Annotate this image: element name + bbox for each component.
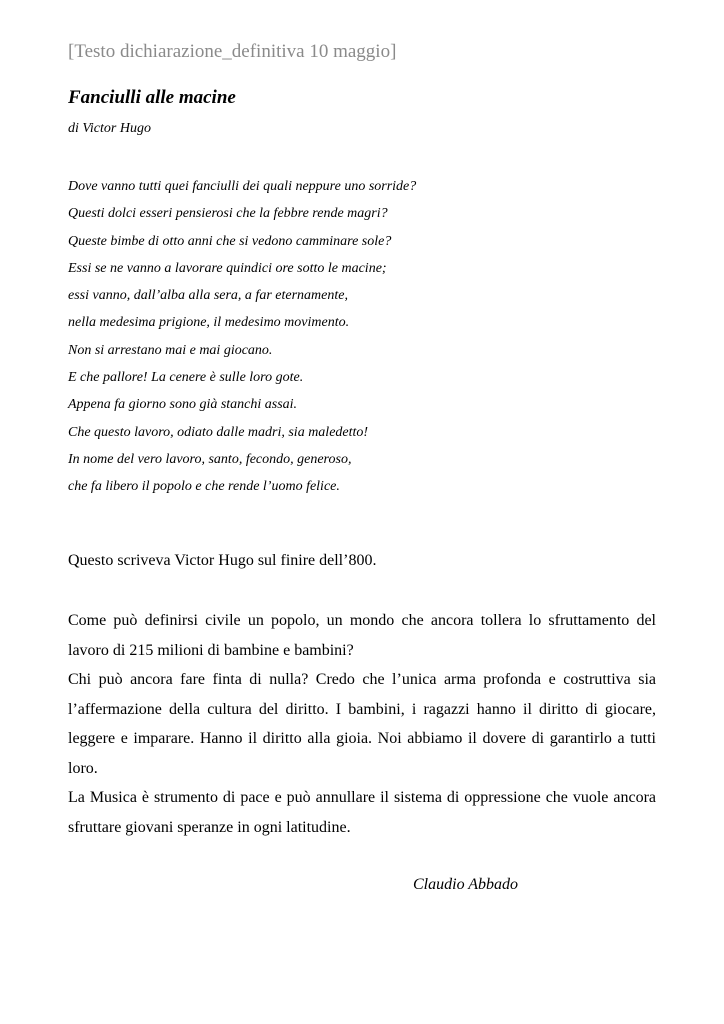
poem-verses bbox=[68, 173, 416, 501]
signature: Claudio Abbado bbox=[413, 876, 519, 893]
poem-line: Appena fa giorno sono già stanchi assai. bbox=[68, 397, 298, 413]
header-note: [Testo dichiarazione_definitiva 10 maggio] bbox=[68, 41, 397, 62]
poem-line: Essi se ne vanno a lavorare quindici ore sotto le macine; bbox=[68, 260, 387, 276]
poem-author: di Victor Hugo bbox=[68, 121, 151, 136]
paragraph: Chi può ancora fare finta di nulla? Credo che l’unica arma profonda e costruttiva sia l’affermazione della cultura del diritto. I bambini, i ragazzi hanno il diritto di giocare, leggere e imparare. Hanno il diritto alla gioia. Noi abbiamo il dovere di garantirlo a tutti loro. bbox=[68, 671, 656, 777]
poem-line: Non si arrestano mai e mai giocano. bbox=[68, 342, 273, 358]
paragraph: La Musica è strumento di pace e può annullare il sistema di oppressione che vuole ancora sfruttare giovani speranze in ogni latitudine. bbox=[68, 789, 656, 836]
poem-line: essi vanno, dall’alba alla sera, a far eternamente, bbox=[68, 288, 348, 304]
statement-body bbox=[68, 606, 656, 842]
poem-line: In nome del vero lavoro, santo, fecondo, generoso, bbox=[68, 451, 352, 467]
poem-line: Dove vanno tutti quei fanciulli dei quali neppure uno sorride? bbox=[68, 179, 417, 194]
poem-line: Che questo lavoro, odiato dalle madri, sia maledetto! bbox=[68, 424, 369, 440]
poem-line: che fa libero il popolo e che rende l’uomo felice. bbox=[68, 479, 340, 495]
poem-line: E che pallore! La cenere è sulle loro gote. bbox=[68, 370, 304, 386]
poem-title: Fanciulli alle macine bbox=[68, 87, 236, 108]
poem-line: Questi dolci esseri pensierosi che la febbre rende magri? bbox=[68, 206, 388, 222]
intro-sentence: Questo scriveva Victor Hugo sul finire dell’800. bbox=[68, 552, 377, 569]
poem-line: nella medesima prigione, il medesimo movimento. bbox=[68, 315, 350, 331]
poem-line: Queste bimbe di otto anni che si vedono camminare sole? bbox=[68, 233, 392, 249]
paragraph: Come può definirsi civile un popolo, un mondo che ancora tollera lo sfruttamento del lavoro di 215 milioni di bambine e bambini? bbox=[68, 612, 656, 659]
